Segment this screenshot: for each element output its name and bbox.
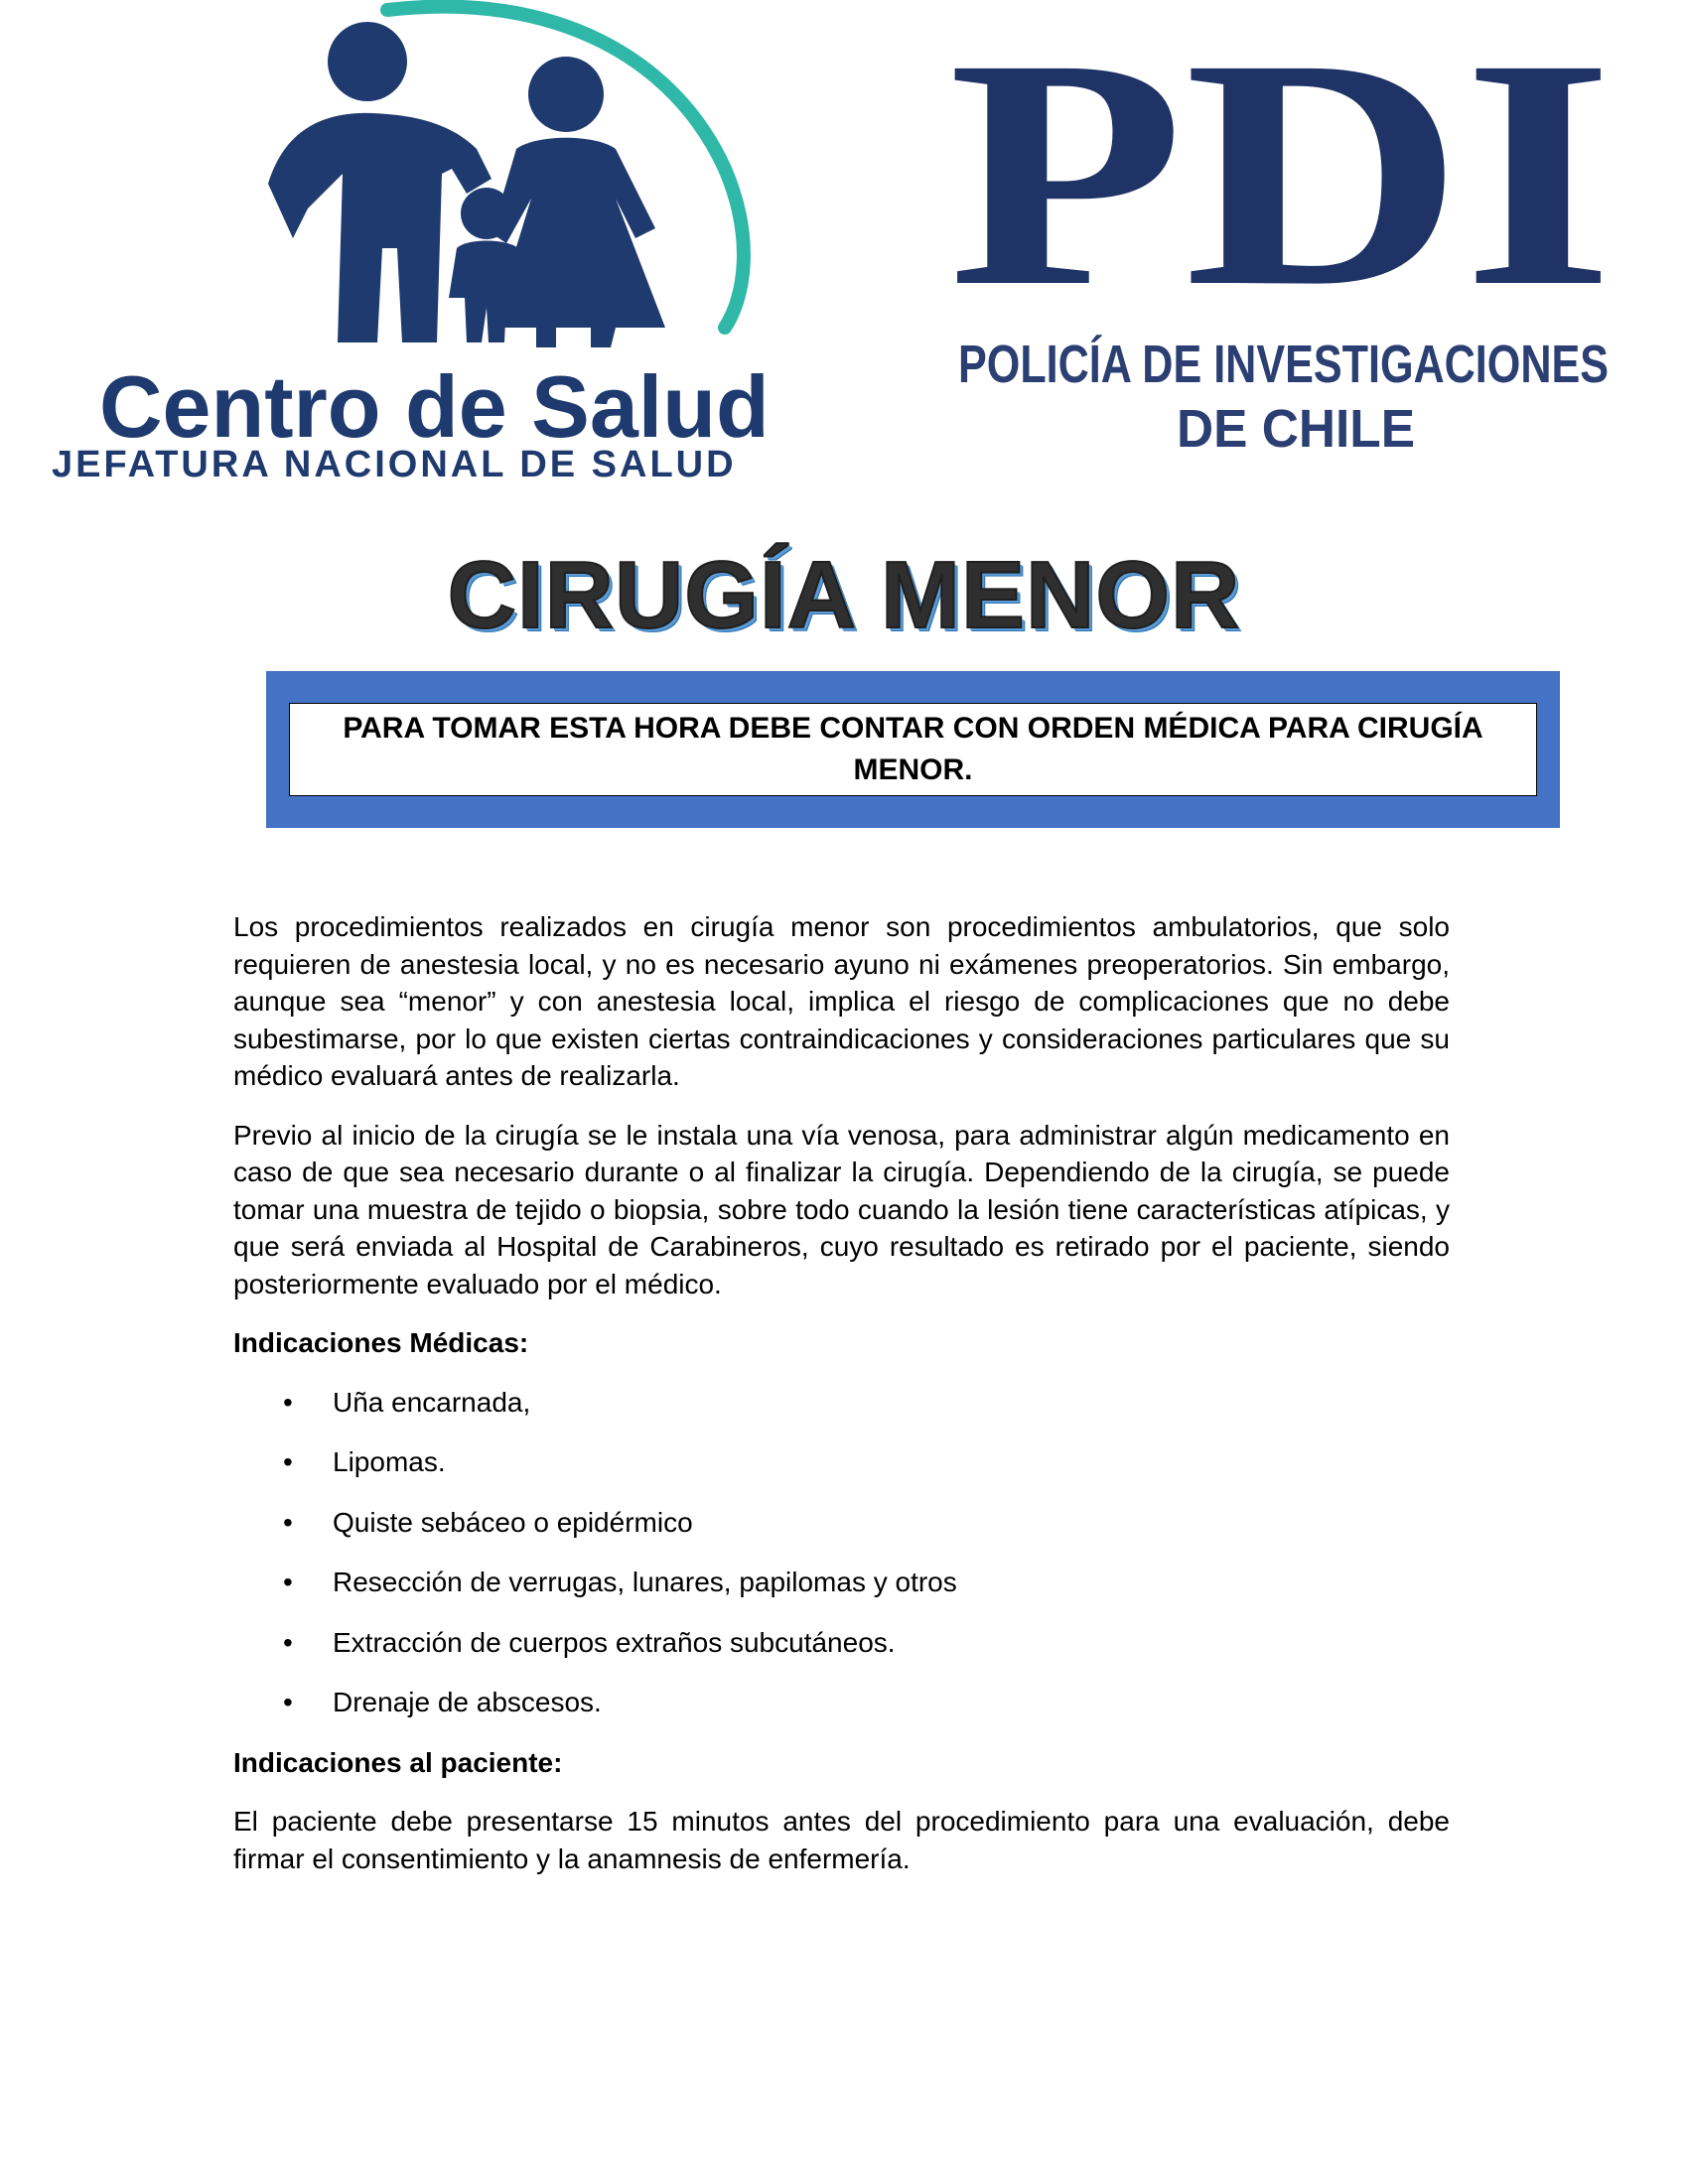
list-item-text: Uña encarnada,	[333, 1386, 531, 1418]
list-item-text: Quiste sebáceo o epidérmico	[333, 1506, 693, 1538]
centro-de-salud-logo	[40, 0, 904, 496]
list-item	[233, 1684, 1450, 1721]
list-item	[233, 1624, 1450, 1662]
list-item	[233, 1443, 1450, 1481]
pdi-subtitle-line2: DE CHILE	[1177, 399, 1415, 457]
family-icon	[40, 0, 904, 496]
intro-paragraph: Los procedimientos realizados en cirugía menor son procedimientos ambulatorios, que solo requieren de anestesia local, y no es necesario ayuno ni exámenes preoperatorios. Sin embargo, aunque sea “menor” y con anestesia local, implica el riesgo de complicaciones que no debe subestimarse, por lo que existen ciertas contraindicaciones y consideraciones particulares que su médico evaluará antes de realizarla.	[233, 911, 1450, 1091]
list-item-text: Extracción de cuerpos extraños subcutáneos.	[333, 1626, 896, 1658]
bullet-icon: •	[283, 1386, 293, 1418]
list-item-text: Resección de verrugas, lunares, papilomas y otros	[333, 1567, 957, 1597]
pdi-logo	[948, 30, 1633, 457]
medical-indications-heading: Indicaciones Médicas:	[233, 1327, 529, 1358]
procedure-paragraph: Previo al inicio de la cirugía se le instala una vía venosa, para administrar algún medicamento en caso de que sea necesario durante o al finalizar la cirugía. Dependiendo de la cirugía, se puede tomar una muestra de tejido o biopsia, sobre todo cuando la lesión tiene características atípicas, y que será enviada al Hospital de Carabineros, cuyo resultado es retirado por el paciente, siendo posteriormente evaluado por el médico.	[233, 1119, 1450, 1299]
pdi-subtitle-line1: POLICÍA DE INVESTIGACIONES	[958, 335, 1609, 394]
list-item	[233, 1384, 1450, 1422]
bullet-icon: •	[283, 1687, 293, 1717]
list-item	[233, 1504, 1450, 1542]
bullet-icon: •	[283, 1446, 293, 1477]
list-item	[233, 1564, 1450, 1601]
list-item-text: Drenaje de abscesos.	[333, 1687, 602, 1717]
bullet-icon: •	[283, 1567, 293, 1597]
centro-de-salud-wordmark: Centro de Salud	[99, 357, 770, 456]
page-title: CIRUGÍA MENOR	[447, 542, 1241, 648]
notice-text: PARA TOMAR ESTA HORA DEBE CONTAR CON ORDEN MÉDICA PARA CIRUGÍA MENOR.	[343, 712, 1483, 786]
medical-indications-list	[233, 1384, 1450, 1721]
list-item-text: Lipomas.	[333, 1446, 446, 1477]
bullet-icon: •	[283, 1506, 293, 1538]
pdi-wordmark: PDI	[948, 30, 1614, 354]
patient-paragraph: El paciente debe presentarse 15 minutos antes del procedimiento para una evaluación, debe firmar el consentimiento y la anamnesis de enfermería.	[233, 1806, 1450, 1874]
notice-frame	[266, 671, 1560, 828]
document-body	[233, 908, 1450, 1899]
bullet-icon: •	[283, 1626, 293, 1658]
patient-indications-heading: Indicaciones al paciente:	[233, 1746, 563, 1778]
notice-box	[289, 703, 1537, 796]
jefatura-wordmark: JEFATURA NACIONAL DE SALUD	[52, 444, 737, 485]
